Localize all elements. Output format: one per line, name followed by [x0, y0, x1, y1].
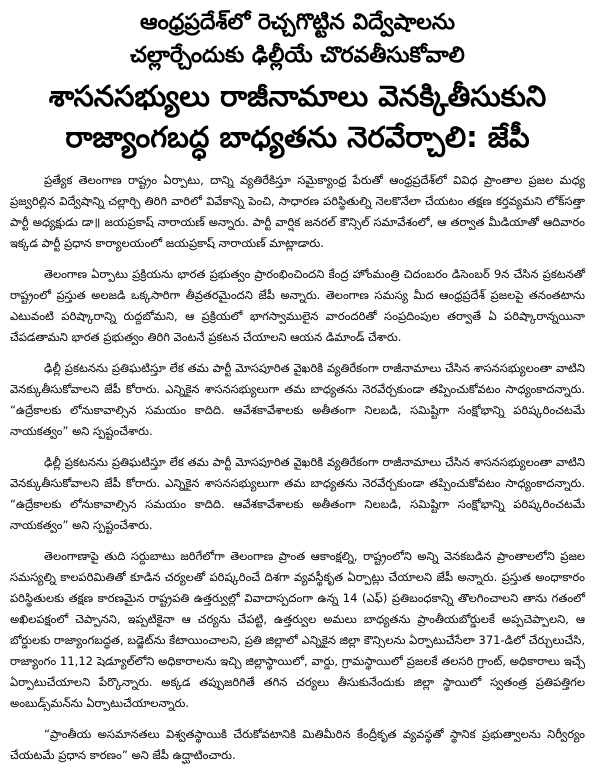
body-paragraph: తెలంగాణాపై తుది సర్దుబాటు జరిగేలోగా తెలంగాణ ప్రాంత ఆకాంక్షల్ని, రాష్ట్రంలోని అన్ని వెనకబడిన ప్రాంతాలలోని ప్రజల సమస్యల్ని కాలపరిమితితో కూడిన చర్యలతో పరిష్కరించే దిశగా వ్యవస్థీకృత ఏర్పాట్లు చేయాలని జేపీ అన్నారు. ప్రస్తుత అంధాకారం పరిస్థితులకు తక్షణ కారణమైన రాష్ట్రపతి ఉత్తర్వుల్లో వివాదాస్పదంగా ఉన్న 14 (ఎఫ్) ప్రతిబంధకాన్ని తొలగించాలని తాను గతంలో అఖిలపక్షంలో చెప్పానని, ఇప్పటికైనా ఆ చర్యను చేపట్టి, ఉత్తర్వుల అమలు బాధ్యతను ప్రాంతీయబోర్డులకే అప్పచెప్పాలని, ఆ బోర్డులకు రాజ్యాంగబద్ధత, బడ్జెట్‌ను కేటాయించాలని, ప్రతి జిల్లాలో ఎన్నికైన జిల్లా కౌన్సిలను ఏర్పాటుచేసేలా 371-డిలో చేర్చులుచేసి, రాజ్యాంగం 11,12 షెడ్యూల్‌లోని అధికారాలను ఇచ్చి జిల్లాస్థాయిలో, వార్డు, గ్రామస్థాయిలో ప్రజలకే తలసరి గ్రాంట్, అధికారాలు ఇచ్చే ఏర్పాటుచేయాలని పేర్కొన్నారు. అక్కడ తప్పుజరిగితే తగిన చర్యలు తీసుకునేందుకు జిల్లా స్థాయిలో స్వతంత్ర ప్రతిపత్తిగల అంబుడ్స్‌మన్‌ను ఏర్పాటుచేయాలన్నారు.	[10, 549, 585, 710]
body-paragraph: “ప్రాంతీయ అసమానతలు విశ్వతస్థాయికి చేరుకోవటానికి మితిమీరిన కేంద్రీకృత వ్యవస్థతో స్థానిక ప్రభుత్వాలను నిర్వీర్యం చేయటమే ప్రధాన కారణం” అని జేపీ ఉద్ఘాటించారు.	[10, 727, 585, 762]
body-paragraph: ప్రత్యేక తెలంగాణ రాష్ట్రం ఏర్పాటు, దాన్ని వ్యతిరేకిస్తూ సమైక్యాంధ్ర పేరుతో ఆంధ్రప్రదేశ్‌లో వివిధ ప్రాంతాల ప్రజల మధ్య ప్రజ్వరిల్లిన విద్వేషాన్ని చల్లార్చి తిరిగి వారిలో వివేకాన్ని పెంచి, సాధారణ పరిస్థితుల్ని నెలకొనేలా చేయటం తక్షణ కర్తవ్యమని లోక్‌సత్తా పార్టీ అధ్యక్షుడు డా॥ జయప్రకాష్ నారాయణ్ అన్నారు. పార్టీ వార్షిక జనరల్ కౌన్సిల్ సమావేశంలో, ఆ తర్వాత మీడియాతో ఆదివారం ఇక్కడ పార్టీ ప్రధాన కార్యాలయంలో జయప్రకాష్ నారాయణ్ మాట్లాడారు.	[10, 173, 585, 250]
headline-line-1: శాసనసభ్యులు రాజీనామాలు వెనక్కితీసుకుని	[48, 79, 547, 113]
article-kicker	[10, 6, 585, 72]
kicker-line-2: చల్లార్చేందుకు ఢిల్లీయే చొరవతీసుకోవాలి	[130, 43, 465, 68]
headline-line-2: రాజ్యాంగబద్ధ బాధ్యతను నెరవేర్చాలి: జేపీ	[65, 120, 530, 154]
body-paragraph: తెలంగాణ ఏర్పాటు ప్రక్రియను భారత ప్రభుత్వం ప్రారంభించిందని కేంద్ర హోంమంత్రి చిదంబరం డిసెంబర్ 9న చేసిన ప్రకటనతో రాష్ట్రంలో ప్రస్తుత అలజడి ఒక్కసారిగా తీవ్రతరమైందని జేపీ అన్నారు. తెలంగాణ సమస్య మీద ఆంధ్రప్రదేశ్ ప్రజలపై తనంతటాను ఎటువంటి పరిష్కారాన్ని రుద్దబోమని, ఆ ప్రక్రియలో భాగస్వాములైన వారందరితో సంప్రదింపుల తర్వాతే ఏ పరిష్కారాన్నయినా చేపడతామని భారత ప్రభుత్వం తిరిగి వెంటనే ప్రకటన చేయాలని ఆయన డిమాండ్ చేశారు.	[10, 267, 585, 344]
body-paragraph: ఢిల్లీ ప్రకటనను ప్రతిఘటిస్తూ లేక తమ పార్టీ మోసపూరిత వైఖరికి వ్యతిరేకంగా రాజీనామాలు చేసిన శాసనసభ్యులంతా వాటిని వెనక్కుతీసుకోవాలని జేపీ కోరారు. ఎన్నికైన శాసనసభ్యులుగా తమ బాధ్యతను నెరవేర్చకుండా తప్పించుకోవటం సాధ్యంకాదన్నారు. “ఉద్రేకాలకు లోనుకావాల్సిన సమయం కాదిది. ఆవేశకావేశాలకు అతీతంగా నిలబడి, సమిష్టిగా సంక్షోభాన్ని పరిష్కరించటమే నాయకత్వం” అని స్పష్టంచేశారు.	[10, 361, 585, 438]
article-headline	[10, 76, 585, 158]
body-paragraph: ఢిల్లీ ప్రకటనను ప్రతిఘటిస్తూ లేక తమ పార్టీ మోసపూరిత వైఖరికి వ్యతిరేకంగా రాజీనామాలు చేసిన శాసనసభ్యులంతా వాటిని వెనక్కుతీసుకోవాలని జేపీ కోరారు. ఎన్నికైన శాసనసభ్యులుగా తమ బాధ్యతను నెరవేర్చకుండా తప్పించుకోవటం సాధ్యంకాదన్నారు. “ఉద్రేకాలకు లోనుకావాల్సిన సమయం కాదిది. ఆవేశకావేశాలకు అతీతంగా నిలబడి, సమిష్టిగా సంక్షోభాన్ని పరిష్కరించటమే నాయకత్వం” అని స్పష్టంచేశారు.	[10, 455, 585, 532]
article-body	[10, 170, 585, 766]
kicker-line-1: ఆంధ్రప్రదేశ్‌లో రెచ్చగొట్టిన విద్వేషాలను	[140, 10, 455, 35]
